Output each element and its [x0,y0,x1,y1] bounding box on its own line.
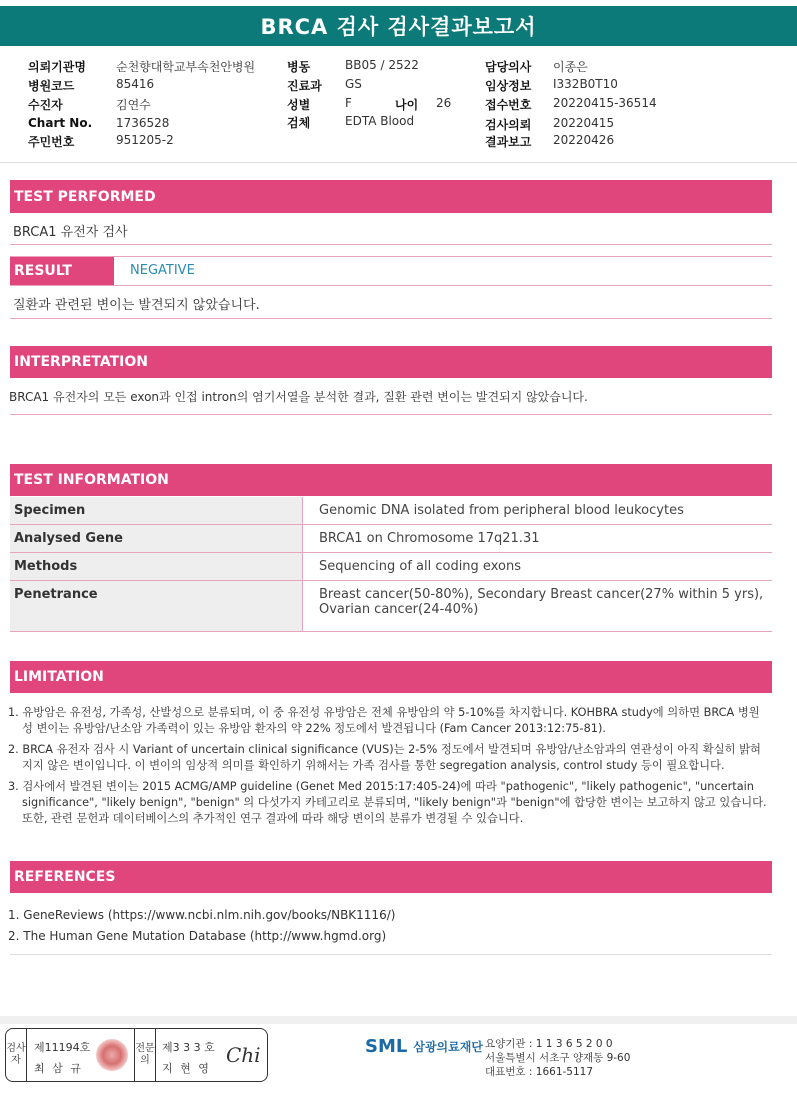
specimen-value: EDTA Blood [345,114,415,128]
specialist-number: 제3 3 3 호 [162,1041,215,1054]
limitation-heading: LIMITATION [10,661,772,693]
ward-label: 병동 [287,60,311,74]
age-value: 26 [436,96,452,110]
specialist-name: 지 현 영 [162,1062,211,1075]
patient-value: 김연수 [116,98,151,112]
org-line: 요양기관 : 1 1 3 6 5 2 0 0 [485,1038,613,1050]
doctor-value: 이종은 [553,60,588,74]
reference-item: 2. The Human Gene Mutation Database (http://www.hgmd.org) [8,929,387,943]
divider [10,414,772,415]
references-list [8,905,770,947]
specialist-signature: Chi [226,1043,261,1067]
org-logo [365,1036,483,1057]
org-info [485,1037,630,1079]
chart-label: Chart No. [28,116,93,130]
dept-value: GS [345,77,362,91]
request-label: 검사의뢰 [485,118,532,132]
test-information-heading: TEST INFORMATION [10,464,772,496]
hospital-label: 의뢰기관명 [28,60,86,74]
table-row [10,553,772,581]
specimen-label: 검체 [287,116,311,130]
result-row [10,256,772,286]
org-line: 대표번호 : 1661-5117 [485,1066,594,1078]
examiner-name: 최 삼 규 [34,1062,83,1075]
row-value: BRCA1 on Chromosome 17q21.31 [303,525,773,553]
report-label: 결과보고 [485,135,532,149]
limitation-item: 2. BRCA 유전자 검사 시 Variant of uncertain clinical significance (VUS)는 2-5% 정도에서 발견되며 유방암/난소암과의 연관성이 아직 확실히 밝혀지지 않은 변이입니다. 이 변이의 임상적 의미를 확인하기 위해서는 가족 검사를 통한 segregation analysis, control study 등이 필요합니다. [8,743,761,772]
result-label: RESULT [10,257,114,285]
code-label: 병원코드 [28,79,75,93]
row-value: Sequencing of all coding exons [303,553,773,581]
specialist-vertical-label: 전문의 [134,1029,156,1081]
seal-stamp [96,1039,128,1071]
signature-box [5,1028,268,1082]
limitation-item: 3. 검사에서 발견된 변이는 2015 ACMG/AMP guideline (Genet Med 2015:17:405-24)에 따라 "pathogenic", "likely pathogenic", "uncertain significance", "likely benign", "benign" 의 다섯가지 카테고리로 분류되며, "likely benign"과 "benign"에 합당한 변이는 보고하지 않고 있습니다. 또한, 관련 문헌과 데이터베이스의 추가적인 연구 결과에 따라 해당 변이의 분류가 변경될 수 있습니다. [8,780,767,825]
resident-label: 주민번호 [28,135,75,149]
org-name: 삼광의료재단 [413,1040,483,1054]
table-row [10,497,772,525]
reception-label: 접수번호 [485,98,532,112]
org-line: 서울특별시 서초구 양재동 9-60 [485,1052,631,1064]
table-row [10,525,772,553]
interpretation-heading: INTERPRETATION [10,346,772,378]
reference-item: 1. GeneReviews (https://www.ncbi.nlm.nih.gov/books/NBK1116/) [8,908,396,922]
clinical-value: I332B0T10 [553,77,618,91]
footer-separator [0,1016,797,1024]
divider [10,318,772,319]
patient-info [0,52,797,163]
examiner-vertical-label: 검사자 [6,1029,27,1081]
test-performed-text: BRCA1 유전자 검사 [13,225,128,240]
sex-label: 성별 [287,98,311,112]
hospital-value: 순천향대학교부속천안병원 [116,60,256,74]
reception-value: 20220415-36514 [553,96,657,110]
divider [10,244,772,245]
result-text: 질환과 관련된 변이는 발견되지 않았습니다. [13,298,260,313]
divider [10,954,772,955]
row-key: Penetrance [10,581,303,632]
code-value: 85416 [116,77,155,91]
limitation-list [8,705,770,832]
test-performed-heading: TEST PERFORMED [10,180,772,213]
row-key: Methods [10,553,303,581]
interpretation-text: BRCA1 유전자의 모든 exon과 인접 intron의 염기서열을 분석한 결과, 질환 관련 변이는 발견되지 않았습니다. [9,390,588,404]
table-row [10,581,772,632]
examiner-number: 제11194호 [34,1041,91,1054]
row-value: Breast cancer(50-80%), Secondary Breast cancer(27% within 5 yrs), Ovarian cancer(24-40%) [303,581,773,632]
age-label: 나이 [395,98,419,112]
row-value: Genomic DNA isolated from peripheral blood leukocytes [303,497,773,525]
test-information-table [10,497,772,632]
chart-value: 1736528 [116,116,170,130]
dept-label: 진료과 [287,79,322,93]
report-value: 20220426 [553,133,615,147]
sex-value: F [345,96,352,110]
sml-logo-mark: SML [365,1036,408,1057]
row-key: Specimen [10,497,303,525]
references-heading: REFERENCES [10,861,772,893]
row-key: Analysed Gene [10,525,303,553]
doctor-label: 담당의사 [485,60,532,74]
clinical-label: 임상정보 [485,79,532,93]
ward-value: BB05 / 2522 [345,58,419,72]
request-value: 20220415 [553,116,615,130]
limitation-item: 1. 유방암은 유전성, 가족성, 산발성으로 분류되며, 이 중 유전성 유방암은 전체 유방암의 약 5-10%를 차지합니다. KOHBRA study에 의하면 BRCA 병원성 변이는 유방암/난소암 가족력이 있는 유방암 환자의 약 22% 정도에서 발견됩니다 (Fam Cancer 2013:12:75-81). [8,706,760,735]
patient-label: 수진자 [28,98,63,112]
result-value: NEGATIVE [130,263,195,278]
resident-value: 951205-2 [116,133,174,147]
report-title: BRCA 검사 검사결과보고서 [0,6,797,46]
